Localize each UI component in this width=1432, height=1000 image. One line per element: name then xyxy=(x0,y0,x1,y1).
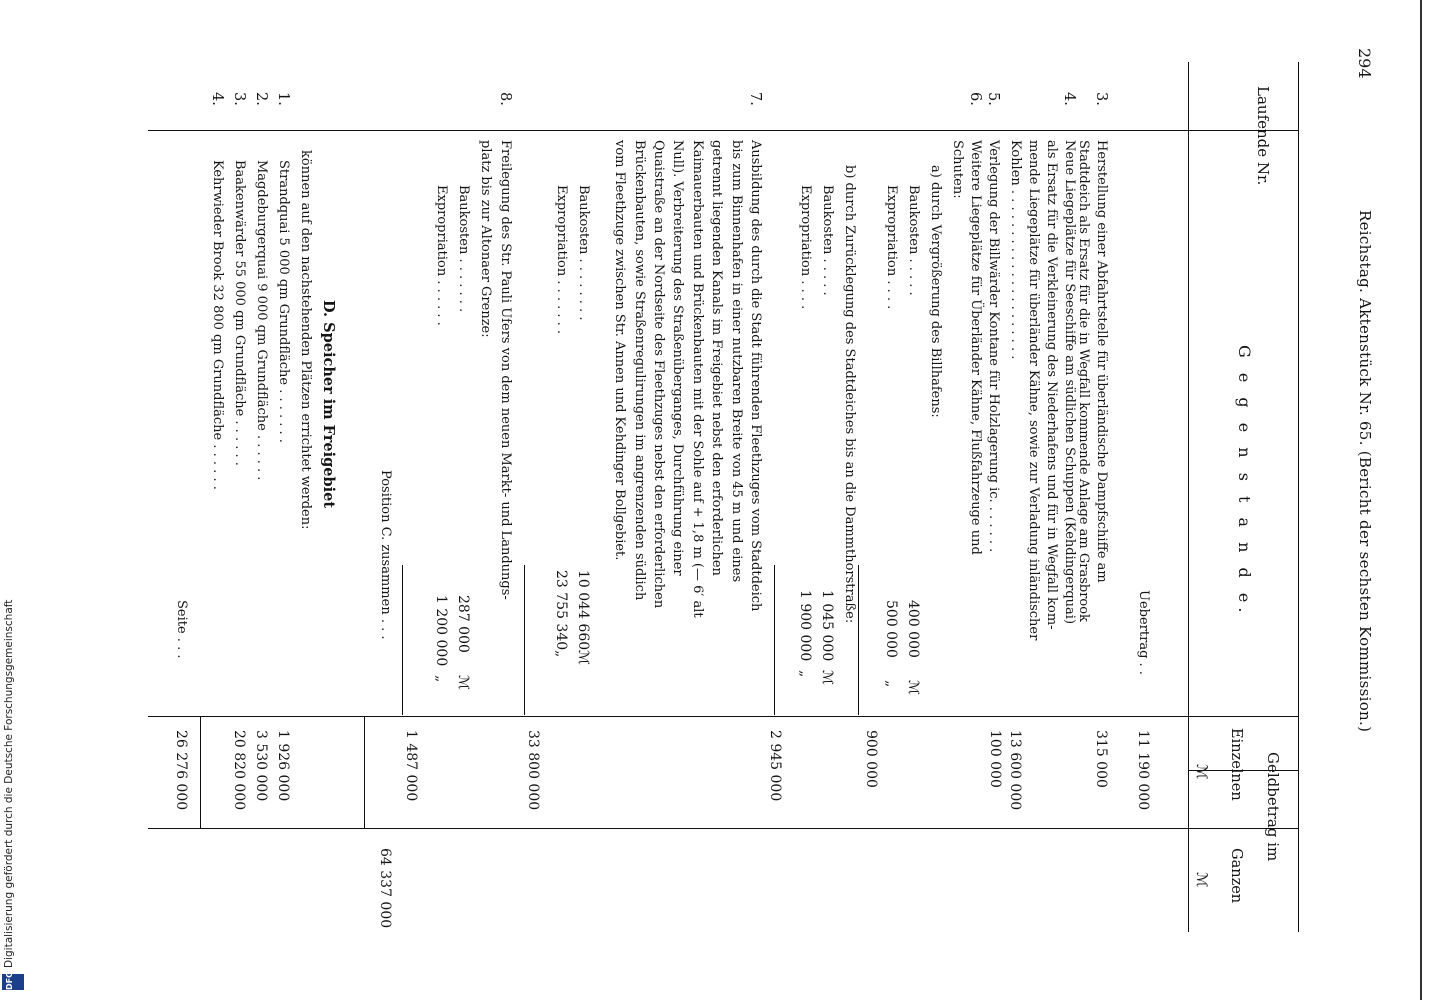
row-sub-unit: ℳ xyxy=(819,670,835,685)
row-text-line: Neue Liegeplätze für Seeschiffe am südlichen Schuppen (Kehdingerquai) xyxy=(1062,140,1077,625)
row-number: 6. xyxy=(967,92,983,106)
header-einzelnen: Einzelnen xyxy=(1228,728,1244,801)
header-gegenstand: G e g e n s t a n d e. xyxy=(1235,345,1254,618)
col-rule-ganzen xyxy=(148,828,1298,829)
row-amount-einzelnen: 315 000 xyxy=(1093,730,1109,788)
row-text-line: können auf den nachstehenden Plätzen errichtet werden: xyxy=(298,150,313,530)
col-rule-einzelnen xyxy=(148,716,1298,717)
row-amount-einzelnen: 20 820 000 xyxy=(231,730,247,811)
row-text-line: Brückenbauten, sowie Straßenregulirungen im angrenzenden südlich xyxy=(631,140,647,601)
row-text-line: bis zum Binnenhafen in einer nutzbaren Breite von 45 m und eines xyxy=(728,140,744,583)
row-number: 5. xyxy=(985,92,1001,106)
row-text-line: a) durch Vergrößerung des Billhafens: xyxy=(928,165,943,418)
row-number: 1. xyxy=(275,92,291,106)
row-amount-einzelnen: 1 926 000 xyxy=(275,730,291,802)
row-sub-unit: ℳ xyxy=(575,650,591,665)
row-text-line: Ausbildung des durch die Stadt führenden Fleethzuges vom Stadtdeich xyxy=(748,140,763,612)
row-text-line: Baukosten . . . . . xyxy=(906,185,921,296)
row-text-line: Stadtdeich als Ersatz für die in Wegfall kommende Anlage am Grasbrook xyxy=(1076,140,1091,622)
row-text-line: Uebertrag . . xyxy=(1136,590,1151,675)
row-number: 3. xyxy=(1093,92,1109,106)
header-unit-ganzen: ℳ xyxy=(1193,872,1209,888)
row-text-line: Baukosten . . . . . . . xyxy=(456,185,471,313)
header-geldbetrag: Geldbetrag im xyxy=(1264,752,1282,862)
row-amount-einzelnen: 33 800 000 xyxy=(525,730,541,811)
row-text-line: Herstellung einer Abfahrtstelle für überländische Dampfschiffe am xyxy=(1094,140,1109,583)
row-sub-unit: ℳ xyxy=(905,680,921,695)
header-unit-einzelnen: ℳ xyxy=(1193,764,1209,780)
row-sub-unit: ℳ xyxy=(455,675,471,690)
row-text-line: Seite . . . xyxy=(174,600,189,659)
header-ganzen: Ganzen xyxy=(1228,848,1244,904)
row-text-line: Baukosten . . . . . xyxy=(820,185,835,296)
row-text-line: b) durch Zurücklegung des Stadtdeiches bis an die Dammthorstraße: xyxy=(842,165,857,624)
row-sub-unit: „ xyxy=(883,680,899,688)
row-amount-einzelnen: 3 530 000 xyxy=(253,730,269,802)
row-number: 4. xyxy=(1061,92,1077,106)
row-sub-amount: 1 045 000 xyxy=(819,590,835,662)
row-text-line: Verlegung der Billwärder Kontane für Holzlagerung ic. . . . . . . xyxy=(986,140,1001,553)
row-number: 3. xyxy=(231,92,247,106)
row-text-line: Kohlen . . . . . . . . . . . . . . . . . . . . . xyxy=(1008,140,1023,360)
page-title: Reichstag. Aktenstück Nr. 65. (Bericht der sechsten Kommission.) xyxy=(1356,210,1374,733)
row-amount-einzelnen: 26 276 000 xyxy=(173,730,189,811)
row-amount-einzelnen: 13 600 000 xyxy=(1007,730,1023,811)
row-text-line: als Ersatz für die Verkleinerung des Niederhafens und für in Wegfall kom- xyxy=(1044,140,1059,630)
row-number: 8. xyxy=(497,92,513,106)
row-sub-amount: 1 200 000 xyxy=(433,595,449,667)
row-sub-amount: 500 000 xyxy=(883,600,899,658)
row-text-line: platz bis zur Altonaer Grenze: xyxy=(478,140,493,338)
row-sub-amount: 23 755 340 xyxy=(553,570,569,651)
row-text-line: Expropriation . . . . xyxy=(798,185,813,310)
row-sub-unit: „ xyxy=(433,675,449,683)
table-header-rule xyxy=(1188,62,1189,932)
row-text-line: Freilegung des Str. Pauli Ufers von dem neuen Markt- und Landungs- xyxy=(498,140,513,600)
row-text-line: Position C. zusammen . . . xyxy=(378,470,393,640)
row-text-line: Kaimauerbauten und Brückenbauten mit der Sohle auf + 1,8 m (— 6′ alt xyxy=(689,140,705,618)
row-amount-ganzen: 64 337 000 xyxy=(377,848,393,929)
row-text-line: Null). Verbreiterung des Straßenüberganges, Durchführung einer xyxy=(670,140,686,576)
row-amount-einzelnen: 900 000 xyxy=(863,730,879,788)
row-text-line: mende Liegeplätze für überländer Kähne, sowie zur Verladung inländischer xyxy=(1026,140,1041,641)
row-text-line: Expropriation . . . . . . . xyxy=(554,185,569,335)
row-text-line: vom Fleethzuge zwischen Str. Annen und Kehdinger Bollgebiet. xyxy=(612,140,628,561)
funding-note: Digitalisierung gefördert durch die Deutsche Forschungsgemeinschaft xyxy=(3,599,15,968)
row-text-line: Strandquai 5 000 qm Grundfläche . . . . . . . xyxy=(276,160,291,443)
row-text-line: Quaistraße an der Nordseite des Fleethzuges nebst den erforderlichen xyxy=(651,140,666,609)
row-sub-unit: „ xyxy=(553,650,569,658)
row-text-line: Kehrwieder Brook 32 800 qm Grundfläche . . . . . . xyxy=(210,160,225,490)
col-rule-nr xyxy=(148,130,1298,131)
row-text-line: getrennt liegenden Kanals im Freigebiet nebst den erforderlichen xyxy=(709,140,725,576)
table-top-rule xyxy=(1298,62,1299,932)
row-sub-amount: 1 900 000 xyxy=(797,590,813,662)
row-amount-einzelnen: 100 000 xyxy=(987,730,1003,788)
row-amount-einzelnen: 2 945 000 xyxy=(767,730,783,802)
row-text-line: Baukosten . . . . . . . . xyxy=(576,185,591,321)
funding-strip xyxy=(0,0,22,1000)
row-text-line: D. Speicher im Freigebiet xyxy=(320,300,337,509)
row-text-line: Expropriation . . . . . . xyxy=(434,185,449,326)
header-laufende-nr: Laufende Nr. xyxy=(1254,86,1272,186)
row-sub-amount: 400 000 xyxy=(905,600,921,658)
row-amount-einzelnen: 11 190 000 xyxy=(1135,730,1151,811)
row-text-line: Expropriation . . . . xyxy=(884,185,899,310)
row-number: 2. xyxy=(253,92,269,106)
row-text-line: Magdeburgerquai 9 000 qm Grundfläche . . . . . . xyxy=(254,160,269,481)
row-number: 4. xyxy=(209,92,225,106)
dfg-logo-icon: DFG xyxy=(2,974,24,990)
page-edge xyxy=(1420,0,1422,1000)
row-sub-unit: „ xyxy=(797,670,813,678)
row-amount-einzelnen: 1 487 000 xyxy=(403,730,419,802)
page-number: 294 xyxy=(1355,48,1374,79)
row-text-line: Baakenwärder 55 000 qm Grundfläche . . . . . . xyxy=(232,160,247,466)
row-sub-amount: 287 000 xyxy=(455,595,471,653)
row-sub-amount: 10 044 660 xyxy=(575,570,591,651)
row-text-line: Schuten: xyxy=(950,140,965,199)
row-text-line: Weitere Liegeplätze für Überländer Kähne, Flußfahrzeuge und xyxy=(968,140,983,555)
row-number: 7. xyxy=(747,92,763,106)
